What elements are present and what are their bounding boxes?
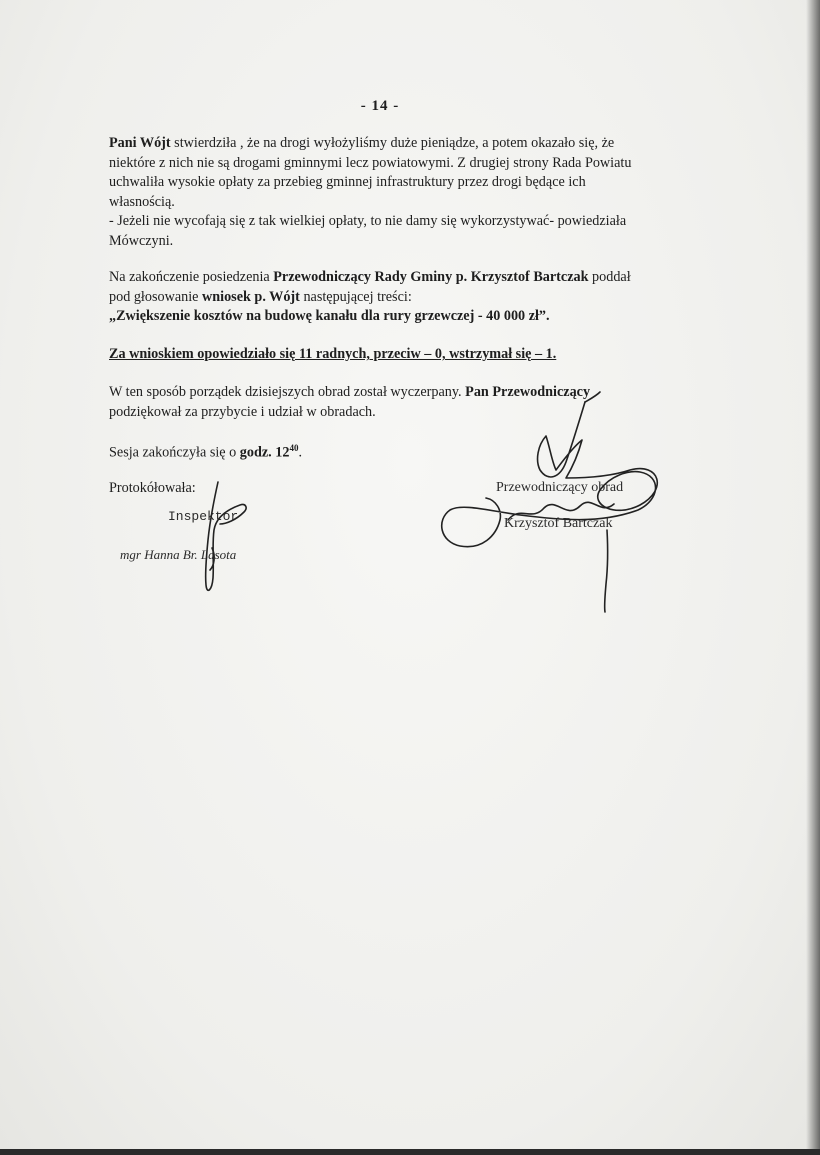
paragraph-line: - Jeżeli nie wycofają się z tak wielkiej opłaty, to nie damy się wykorzystywać- powiedziała	[109, 213, 627, 229]
paragraph-wojt-statement	[109, 134, 734, 251]
stamp-title: Przewodniczący obrad	[496, 480, 624, 495]
paragraph-line: niektóre z nich nie są drogami gminnymi lecz powiatowymi. Z drugiej strony Rada Powiatu	[109, 154, 632, 171]
stamp-name: Krzysztof Bartczak	[504, 516, 613, 531]
recorded-by-label: Protokółowała:	[109, 480, 196, 496]
paragraph-line: podziękował za przybycie i udział w obradach.	[109, 403, 376, 420]
motion-text: „Zwiększenie kosztów na budowę kanału dla rury grzewczej - 40 000 zł”.	[109, 308, 550, 324]
paragraph-line: pod głosowanie wniosek p. Wójt następującej treści:	[109, 288, 412, 305]
stamp-inspector	[120, 505, 320, 575]
stamp-title: Inspektor	[168, 509, 239, 524]
paragraph-line: własnością.	[109, 193, 175, 210]
scan-edge-bottom	[0, 1149, 820, 1155]
vote-result: Za wnioskiem opowiedziało się 11 radnych, przeciw – 0, wstrzymał się – 1.	[109, 346, 557, 362]
paragraph-motion	[109, 268, 734, 327]
stamp-chairman	[490, 476, 690, 546]
paragraph-line: uchwaliła wysokie opłaty za przebieg gminnej infrastruktury przez drogi będące ich	[109, 174, 586, 190]
paragraph-line: W ten sposób porządek dzisiejszych obrad został wyczerpany. Pan Przewodniczący	[109, 384, 591, 400]
session-end-time: Sesja zakończyła się o godz. $12^{40}$.	[109, 443, 302, 461]
stamp-name: mgr Hanna Br. Lasota	[120, 547, 237, 562]
paragraph-line: Mówczyni.	[109, 232, 174, 249]
paragraph-closing	[109, 383, 734, 422]
page-number: - 14 -	[360, 98, 400, 114]
paragraph-line: Pani Wójt stwierdziła , że na drogi wyłożyliśmy duże pieniądze, a potem okazało się, że	[109, 135, 615, 151]
speaker-name: Pani Wójt	[109, 135, 171, 151]
paragraph-line: Na zakończenie posiedzenia Przewodniczący Rady Gminy p. Krzysztof Bartczak poddał	[109, 269, 631, 285]
scan-edge-right	[806, 0, 820, 1155]
